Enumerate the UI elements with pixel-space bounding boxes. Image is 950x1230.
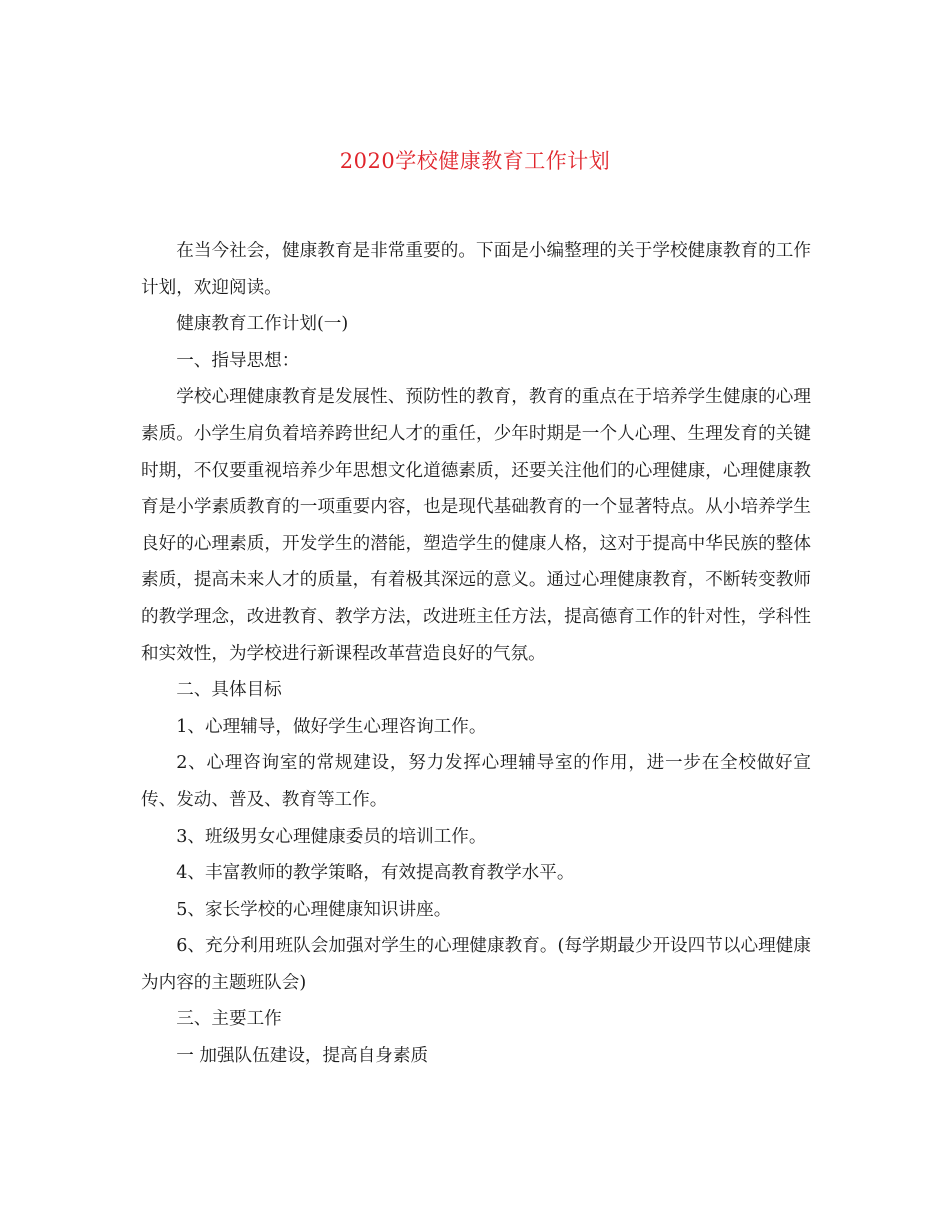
guiding-ideas-paragraph: 学校心理健康教育是发展性、预防性的教育，教育的重点在于培养学生健康的心理素质。小学生肩负着培养跨世纪人才的重任，少年时期是一个人心理、生理发育的关键时期，不仅要重视培养少年思想文化道德素质，还要关注他们的心理健康，心理健康教育是小学素质教育的一项重要内容，也是现代基础教育的一个显著特点。从小培养学生良好的心理素质，开发学生的潜能，塑造学生的健康人格，这对于提高中华民族的整体素质，提高未来人才的质量，有着极其深远的意义。通过心理健康教育，不断转变教师的教学理念，改进教育、教学方法，改进班主任方法，提高德育工作的针对性，学科性和实效性，为学校进行新课程改革营造良好的气氛。 (141, 387, 811, 664)
goal-item: 5、家长学校的心理健康知识讲座。 (176, 899, 452, 920)
goal-item: 1、心理辅导，做好学生心理咨询工作。 (176, 716, 487, 737)
section-heading-main-work: 三、主要工作 (176, 1009, 282, 1030)
goal-item: 4、丰富教师的教学策略，有效提高教育教学水平。 (176, 863, 575, 884)
document-body (141, 233, 811, 1075)
section-heading-specific-goals: 二、具体目标 (176, 680, 282, 701)
intro-paragraph: 在当今社会，健康教育是非常重要的。下面是小编整理的关于学校健康教育的工作计划，欢迎阅读。 (141, 241, 811, 298)
goal-item: 3、班级男女心理健康委员的培训工作。 (176, 826, 487, 847)
goal-item: 6、充分利用班队会加强对学生的心理健康教育。(每学期最少开设四节以心理健康为内容的主题班队会) (141, 936, 811, 993)
subsection-heading: 一 加强队伍建设，提高自身素质 (176, 1046, 429, 1067)
section-heading-guiding-ideas: 一、指导思想： (176, 350, 300, 371)
plan-heading: 健康教育工作计划(一) (176, 314, 349, 335)
document-title: 2020学校健康教育工作计划 (339, 149, 611, 173)
goal-item: 2、心理咨询室的常规建设，努力发挥心理辅导室的作用，进一步在全校做好宣传、发动、普及、教育等工作。 (141, 753, 811, 810)
